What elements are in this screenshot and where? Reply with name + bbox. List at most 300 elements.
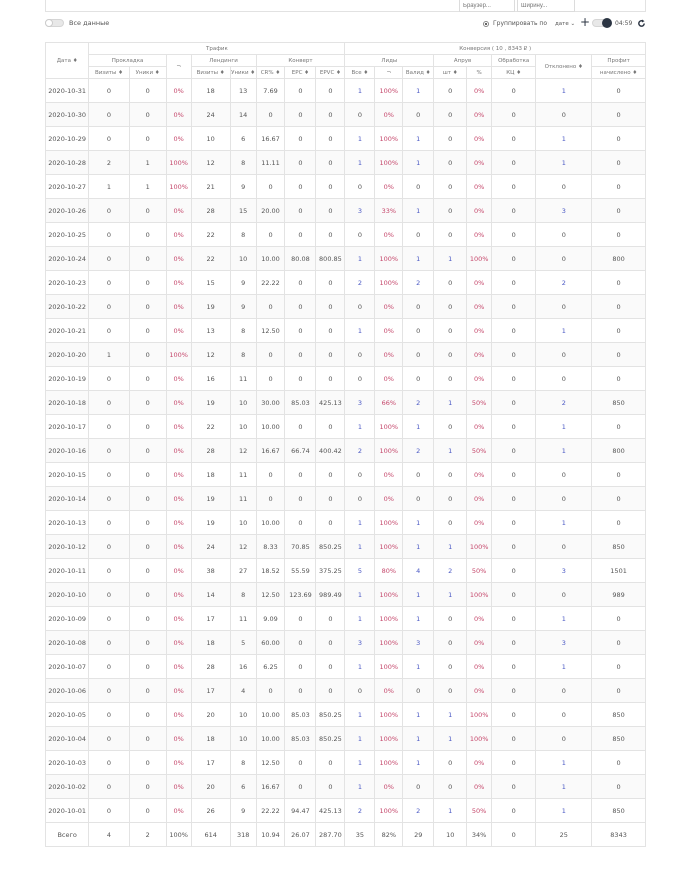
- table-cell[interactable]: 2: [434, 559, 467, 583]
- browser-filter-input[interactable]: [459, 0, 515, 12]
- table-cell: 0: [285, 223, 316, 247]
- table-cell: 28: [191, 199, 230, 223]
- table-cell: 0: [89, 463, 129, 487]
- table-cell: 12.50: [256, 751, 285, 775]
- table-cell[interactable]: 1: [403, 655, 434, 679]
- table-cell: 0: [536, 247, 592, 271]
- plus-icon[interactable]: +: [580, 15, 591, 29]
- table-cell: 0: [403, 175, 434, 199]
- table-cell: 14: [191, 583, 230, 607]
- table-cell[interactable]: 1: [434, 439, 467, 463]
- table-cell: 100%: [375, 415, 403, 439]
- table-cell: 850.25: [316, 535, 345, 559]
- table-cell: 17: [191, 607, 230, 631]
- table-row: [46, 151, 646, 175]
- table-cell: 0: [403, 463, 434, 487]
- table-cell[interactable]: 2: [403, 799, 434, 823]
- table-row: [46, 391, 646, 415]
- table-cell: 2: [89, 151, 129, 175]
- table-cell[interactable]: 1: [403, 751, 434, 775]
- totals-cell: 2: [129, 823, 166, 847]
- table-cell: 0: [492, 247, 536, 271]
- table-cell: 0: [592, 511, 646, 535]
- table-cell: 0: [129, 295, 166, 319]
- table-cell: 0: [285, 319, 316, 343]
- col-header[interactable]: шт ♦: [434, 67, 467, 79]
- table-cell: 425.13: [316, 391, 345, 415]
- table-cell: 0: [492, 559, 536, 583]
- table-cell: 22: [191, 223, 230, 247]
- table-cell: 100%: [467, 583, 492, 607]
- col-header[interactable]: Все ♦: [345, 67, 375, 79]
- table-cell: 55.59: [285, 559, 316, 583]
- table-cell[interactable]: 5: [345, 559, 375, 583]
- table-cell: 0: [129, 391, 166, 415]
- table-cell[interactable]: 1: [345, 127, 375, 151]
- table-cell: 24: [191, 103, 230, 127]
- table-cell[interactable]: 1: [536, 151, 592, 175]
- table-cell: 0: [536, 727, 592, 751]
- table-cell: 0%: [467, 487, 492, 511]
- table-cell: 12: [191, 151, 230, 175]
- table-cell: 0: [316, 775, 345, 799]
- table-cell[interactable]: 1: [403, 583, 434, 607]
- table-cell: 0: [592, 103, 646, 127]
- table-cell: 30.00: [256, 391, 285, 415]
- table-cell[interactable]: 1: [345, 151, 375, 175]
- table-cell: 0%: [375, 295, 403, 319]
- col-header[interactable]: EPVC ♦: [316, 67, 345, 79]
- table-cell: 0: [592, 751, 646, 775]
- table-cell: 5: [230, 631, 256, 655]
- table-cell: 0: [129, 367, 166, 391]
- approve-header: Апрув: [434, 55, 492, 67]
- table-cell: 0: [592, 175, 646, 199]
- table-cell[interactable]: 2: [536, 391, 592, 415]
- table-cell: 10: [230, 703, 256, 727]
- date-cell: 2020-10-28: [46, 151, 89, 175]
- table-cell: 8: [230, 751, 256, 775]
- table-cell: 0%: [467, 679, 492, 703]
- table-cell: 16.67: [256, 439, 285, 463]
- table-cell: 18: [191, 727, 230, 751]
- table-cell: 0: [492, 319, 536, 343]
- table-cell: 100%: [375, 79, 403, 103]
- table-cell[interactable]: 2: [403, 439, 434, 463]
- col-header[interactable]: Уники ♦: [129, 67, 166, 79]
- table-cell[interactable]: 1: [403, 703, 434, 727]
- table-cell: 100%: [375, 703, 403, 727]
- table-cell: 0: [285, 775, 316, 799]
- table-cell: 80%: [375, 559, 403, 583]
- table-cell: 0: [129, 463, 166, 487]
- table-cell[interactable]: 1: [403, 199, 434, 223]
- table-cell: 0: [345, 367, 375, 391]
- table-cell: 0%: [166, 391, 191, 415]
- table-cell: 0%: [467, 463, 492, 487]
- table-cell[interactable]: 1: [345, 703, 375, 727]
- date-cell: 2020-10-14: [46, 487, 89, 511]
- table-cell: 0: [492, 175, 536, 199]
- table-cell[interactable]: 2: [536, 271, 592, 295]
- date-cell: 2020-10-01: [46, 799, 89, 823]
- table-cell: 0: [129, 703, 166, 727]
- table-cell: 0: [316, 175, 345, 199]
- date-header[interactable]: Дата ♦: [46, 43, 89, 79]
- table-cell: 0%: [166, 607, 191, 631]
- table-row: [46, 343, 646, 367]
- table-cell[interactable]: 3: [345, 631, 375, 655]
- timer-value: 04:59: [615, 20, 633, 27]
- table-cell: 0: [592, 319, 646, 343]
- table-cell: 50%: [467, 799, 492, 823]
- chevron-down-icon: ⌄: [570, 21, 576, 27]
- table-cell[interactable]: 1: [536, 751, 592, 775]
- table-cell: 0%: [166, 799, 191, 823]
- table-cell: 0%: [166, 319, 191, 343]
- table-cell: 0%: [166, 559, 191, 583]
- table-cell: 0: [434, 751, 467, 775]
- table-cell[interactable]: 2: [345, 799, 375, 823]
- table-cell: 100%: [166, 151, 191, 175]
- table-cell[interactable]: 1: [345, 775, 375, 799]
- date-cell: 2020-10-05: [46, 703, 89, 727]
- totals-cell: 35: [345, 823, 375, 847]
- table-cell: 0: [89, 391, 129, 415]
- table-cell: 0%: [467, 607, 492, 631]
- table-cell: 0: [592, 79, 646, 103]
- table-cell[interactable]: 1: [536, 511, 592, 535]
- table-cell[interactable]: 1: [345, 79, 375, 103]
- table-cell: 20: [191, 703, 230, 727]
- table-cell: 0: [316, 367, 345, 391]
- table-cell[interactable]: 1: [434, 727, 467, 751]
- table-cell: 0: [256, 487, 285, 511]
- table-cell: 0: [492, 295, 536, 319]
- table-cell: 18: [191, 631, 230, 655]
- totals-cell: 34%: [467, 823, 492, 847]
- table-cell: 0: [316, 607, 345, 631]
- table-row: [46, 175, 646, 199]
- table-cell: 0: [592, 223, 646, 247]
- table-cell: 0: [285, 127, 316, 151]
- table-cell: 0%: [166, 631, 191, 655]
- table-row: [46, 199, 646, 223]
- table-cell: 100%: [375, 127, 403, 151]
- table-cell: 0: [592, 343, 646, 367]
- table-cell[interactable]: 1: [536, 319, 592, 343]
- table-cell: 0: [434, 367, 467, 391]
- table-cell: 0: [89, 751, 129, 775]
- table-cell[interactable]: 1: [536, 655, 592, 679]
- table-cell: 0%: [467, 775, 492, 799]
- table-cell[interactable]: 3: [403, 631, 434, 655]
- table-cell: 0: [89, 247, 129, 271]
- table-row: [46, 511, 646, 535]
- table-cell: 10: [230, 727, 256, 751]
- table-cell: 8: [230, 319, 256, 343]
- prokladka-header: Прокладка: [89, 55, 166, 67]
- table-cell[interactable]: 1: [536, 607, 592, 631]
- col-header[interactable]: EPC ♦: [285, 67, 316, 79]
- table-cell: 22: [191, 247, 230, 271]
- table-cell: 0: [536, 487, 592, 511]
- table-cell[interactable]: 3: [345, 199, 375, 223]
- date-cell: 2020-10-22: [46, 295, 89, 319]
- table-row: [46, 583, 646, 607]
- table-cell: 0: [285, 175, 316, 199]
- table-cell: 0: [89, 199, 129, 223]
- table-cell: 0: [316, 223, 345, 247]
- table-cell: 375.25: [316, 559, 345, 583]
- rejected-header[interactable]: Отклонено ♦: [536, 55, 592, 79]
- table-cell: 0%: [467, 367, 492, 391]
- width-filter-input[interactable]: [517, 0, 575, 12]
- table-cell[interactable]: 1: [403, 535, 434, 559]
- table-cell: 0: [316, 343, 345, 367]
- totals-cell: 318: [230, 823, 256, 847]
- table-cell[interactable]: 1: [345, 535, 375, 559]
- table-row: [46, 607, 646, 631]
- table-cell: 850: [592, 535, 646, 559]
- table-cell: 100%: [467, 727, 492, 751]
- date-cell: 2020-10-27: [46, 175, 89, 199]
- table-cell: 0: [592, 631, 646, 655]
- table-cell[interactable]: 1: [345, 727, 375, 751]
- table-cell: 38: [191, 559, 230, 583]
- table-cell[interactable]: 1: [403, 727, 434, 751]
- table-row: [46, 559, 646, 583]
- table-cell: 0: [434, 127, 467, 151]
- table-cell: 0: [316, 103, 345, 127]
- table-cell[interactable]: 1: [345, 247, 375, 271]
- group-by-radio[interactable]: [483, 21, 489, 27]
- table-cell[interactable]: 1: [403, 247, 434, 271]
- table-cell[interactable]: 1: [536, 415, 592, 439]
- table-cell: 0: [89, 679, 129, 703]
- table-cell: 13: [230, 79, 256, 103]
- table-cell[interactable]: 1: [403, 415, 434, 439]
- table-cell: 0: [316, 631, 345, 655]
- totals-cell: 26.07: [285, 823, 316, 847]
- group-by-select[interactable]: [555, 21, 575, 27]
- table-cell[interactable]: 1: [403, 511, 434, 535]
- refresh-icon[interactable]: [637, 19, 646, 28]
- table-cell: 0: [129, 775, 166, 799]
- table-cell: 1: [89, 343, 129, 367]
- date-cell: 2020-10-18: [46, 391, 89, 415]
- table-cell[interactable]: 1: [345, 583, 375, 607]
- table-cell: 0: [256, 295, 285, 319]
- table-cell: 10: [230, 391, 256, 415]
- col-header[interactable]: Визиты ♦: [191, 67, 230, 79]
- table-cell: 13: [191, 319, 230, 343]
- table-cell: 0: [89, 703, 129, 727]
- col-header[interactable]: Визиты ♦: [89, 67, 129, 79]
- table-cell: 0%: [375, 679, 403, 703]
- table-cell: 0%: [467, 295, 492, 319]
- table-cell: 0: [536, 535, 592, 559]
- col-header[interactable]: КЦ ♦: [492, 67, 536, 79]
- processing-header: Обработка: [492, 55, 536, 67]
- date-cell: 2020-10-10: [46, 583, 89, 607]
- toggle-knob: [45, 19, 53, 27]
- table-cell: 10.00: [256, 703, 285, 727]
- table-row: [46, 247, 646, 271]
- table-cell: 11: [230, 487, 256, 511]
- table-cell: 10.00: [256, 247, 285, 271]
- table-cell: 10: [230, 247, 256, 271]
- table-cell: 12: [230, 439, 256, 463]
- table-cell[interactable]: 1: [345, 415, 375, 439]
- table-cell: 100%: [375, 247, 403, 271]
- table-cell: 0: [434, 511, 467, 535]
- col-header[interactable]: CR% ♦: [256, 67, 285, 79]
- timer-toggle[interactable]: [592, 19, 611, 27]
- table-cell: 100%: [467, 247, 492, 271]
- table-cell: 24: [191, 535, 230, 559]
- table-cell[interactable]: 1: [345, 655, 375, 679]
- table-cell: 0%: [166, 103, 191, 127]
- table-row: [46, 319, 646, 343]
- table-cell: 0%: [467, 103, 492, 127]
- table-cell[interactable]: 1: [434, 583, 467, 607]
- table-cell: 0%: [467, 223, 492, 247]
- col-header[interactable]: начислено ♦: [592, 67, 646, 79]
- table-cell: 0: [536, 703, 592, 727]
- table-cell[interactable]: 1: [536, 799, 592, 823]
- table-cell[interactable]: 2: [345, 439, 375, 463]
- table-cell: 0%: [467, 271, 492, 295]
- table-cell: 100%: [375, 631, 403, 655]
- table-cell: 0: [285, 295, 316, 319]
- table-cell: 0: [434, 103, 467, 127]
- table-cell: 0%: [166, 751, 191, 775]
- table-cell[interactable]: 1: [536, 79, 592, 103]
- table-cell: 100%: [375, 751, 403, 775]
- table-cell: 6: [230, 775, 256, 799]
- table-row: [46, 751, 646, 775]
- table-cell[interactable]: 2: [403, 391, 434, 415]
- table-cell: 27: [230, 559, 256, 583]
- table-cell[interactable]: 1: [434, 391, 467, 415]
- table-cell: 0: [316, 199, 345, 223]
- date-cell: 2020-10-17: [46, 415, 89, 439]
- table-cell: 0: [492, 583, 536, 607]
- table-cell[interactable]: 1: [403, 151, 434, 175]
- table-cell[interactable]: 3: [536, 199, 592, 223]
- table-cell: 0: [592, 367, 646, 391]
- table-cell[interactable]: 4: [403, 559, 434, 583]
- table-cell[interactable]: 1: [434, 703, 467, 727]
- table-cell: 0: [285, 751, 316, 775]
- table-cell: 0: [492, 79, 536, 103]
- table-cell: 16: [230, 655, 256, 679]
- table-cell[interactable]: 1: [345, 319, 375, 343]
- table-cell: 0: [536, 175, 592, 199]
- table-cell: 0: [129, 79, 166, 103]
- table-cell: 0: [536, 223, 592, 247]
- table-cell: 0: [285, 343, 316, 367]
- table-cell[interactable]: 3: [345, 391, 375, 415]
- col-header[interactable]: Уники ♦: [230, 67, 256, 79]
- landings-header: Лендинги: [191, 55, 256, 67]
- table-cell[interactable]: 1: [403, 607, 434, 631]
- table-cell: 0: [316, 127, 345, 151]
- table-cell: 0%: [467, 151, 492, 175]
- table-cell[interactable]: 1: [536, 439, 592, 463]
- table-cell[interactable]: 2: [345, 271, 375, 295]
- table-cell: 0: [492, 415, 536, 439]
- table-cell: 100%: [375, 151, 403, 175]
- table-cell: 0: [492, 751, 536, 775]
- table-cell: 21: [191, 175, 230, 199]
- table-cell: 0%: [166, 247, 191, 271]
- table-cell[interactable]: 3: [536, 631, 592, 655]
- table-cell: 0%: [166, 295, 191, 319]
- table-cell: 0: [316, 487, 345, 511]
- table-cell: 0: [256, 343, 285, 367]
- table-cell[interactable]: 1: [403, 127, 434, 151]
- table-cell: 0: [129, 199, 166, 223]
- table-cell: 0%: [467, 415, 492, 439]
- table-cell: 0%: [166, 79, 191, 103]
- table-cell[interactable]: 1: [345, 751, 375, 775]
- table-cell: 85.03: [285, 703, 316, 727]
- table-cell: 0: [89, 223, 129, 247]
- table-cell[interactable]: 1: [345, 511, 375, 535]
- table-cell: 10.00: [256, 727, 285, 751]
- totals-cell: 100%: [166, 823, 191, 847]
- table-cell[interactable]: 1: [434, 247, 467, 271]
- table-cell: 19: [191, 295, 230, 319]
- table-cell[interactable]: 1: [403, 79, 434, 103]
- table-cell[interactable]: 1: [536, 127, 592, 151]
- table-cell: 100%: [375, 511, 403, 535]
- table-cell: 0: [592, 775, 646, 799]
- table-cell: 0%: [467, 199, 492, 223]
- table-cell: 0: [345, 679, 375, 703]
- totals-cell: 29: [403, 823, 434, 847]
- table-cell: 0: [256, 367, 285, 391]
- table-cell: 0: [129, 271, 166, 295]
- table-row: [46, 535, 646, 559]
- table-cell[interactable]: 3: [536, 559, 592, 583]
- table-cell: 100%: [375, 271, 403, 295]
- table-cell: 850.25: [316, 703, 345, 727]
- table-cell: 0: [129, 247, 166, 271]
- table-cell: 16.67: [256, 775, 285, 799]
- table-cell: 16.67: [256, 127, 285, 151]
- col-header[interactable]: Валид ♦: [403, 67, 434, 79]
- table-cell: 0%: [375, 103, 403, 127]
- table-cell: 0%: [166, 535, 191, 559]
- all-data-toggle[interactable]: [45, 19, 64, 27]
- table-cell: 0: [89, 631, 129, 655]
- date-cell: 2020-10-25: [46, 223, 89, 247]
- table-cell[interactable]: 1: [345, 607, 375, 631]
- table-cell: 0: [592, 127, 646, 151]
- table-cell: 0%: [166, 679, 191, 703]
- table-cell: 1: [129, 175, 166, 199]
- table-cell[interactable]: 1: [434, 535, 467, 559]
- date-cell: 2020-10-20: [46, 343, 89, 367]
- table-cell[interactable]: 1: [434, 799, 467, 823]
- table-cell[interactable]: 1: [536, 775, 592, 799]
- table-cell: 0: [403, 343, 434, 367]
- table-cell: 10.00: [256, 415, 285, 439]
- table-cell[interactable]: 2: [403, 271, 434, 295]
